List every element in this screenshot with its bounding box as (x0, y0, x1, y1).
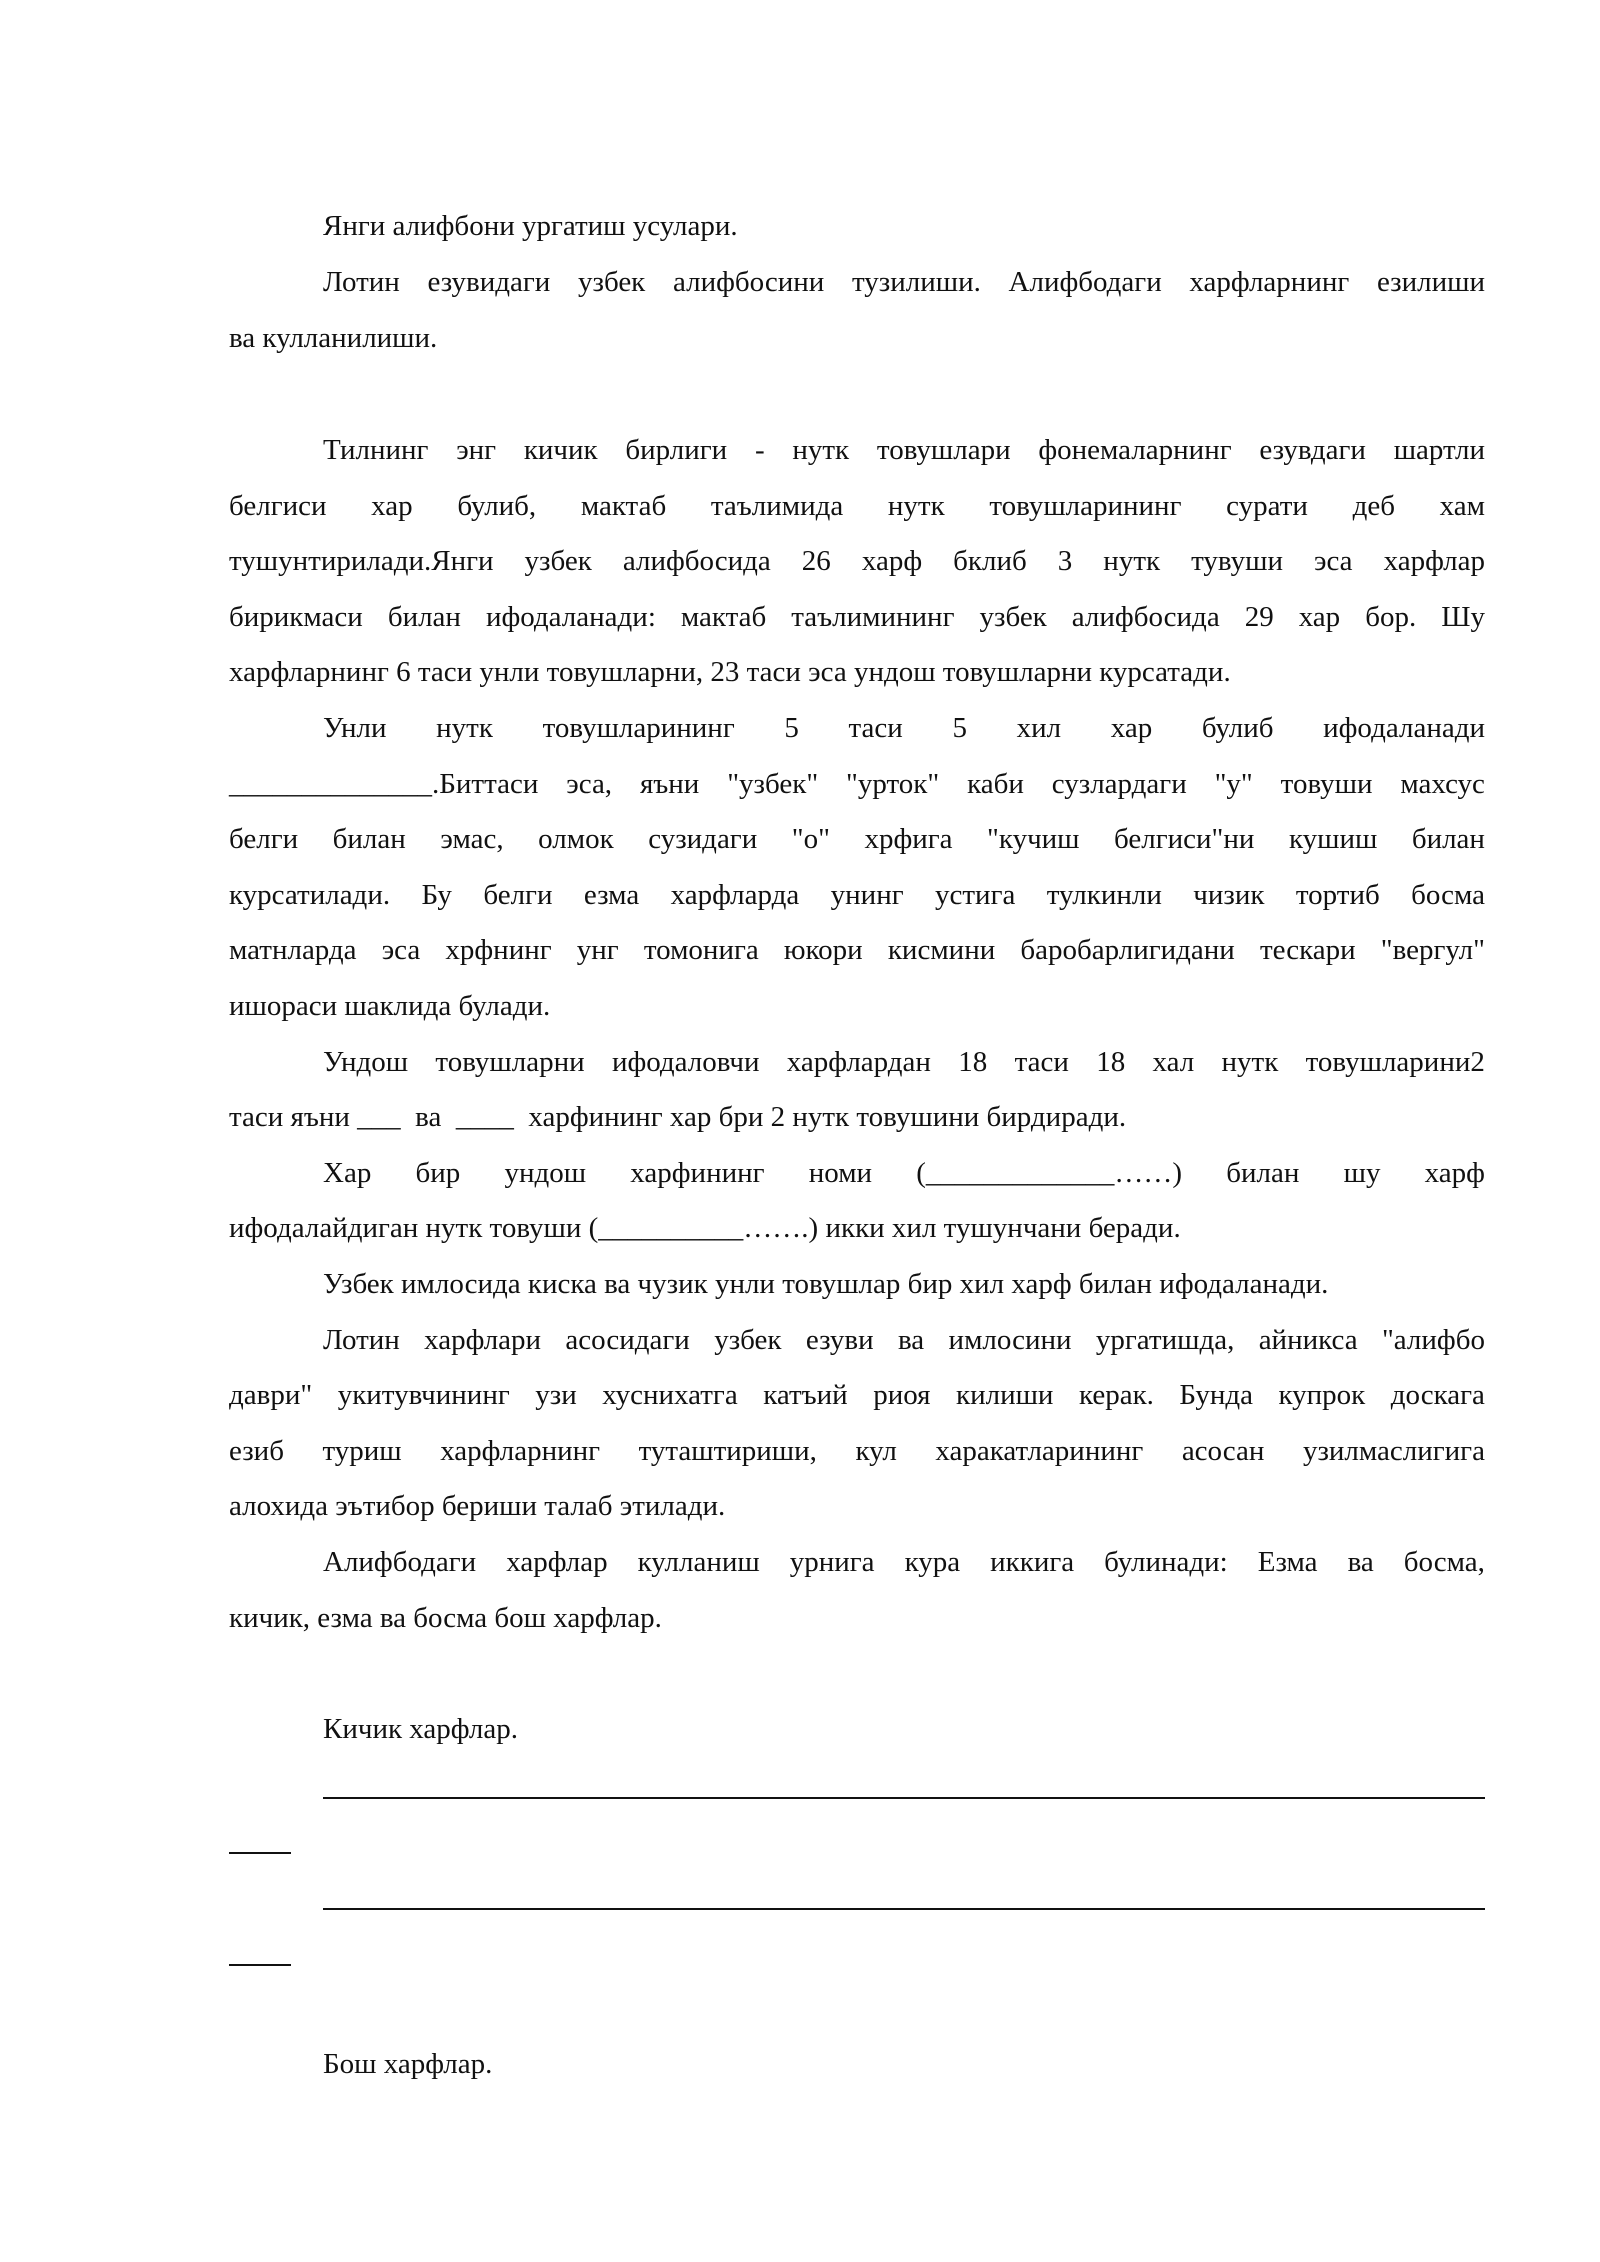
word: айникса (1258, 1324, 1358, 1356)
paragraph-8-line-3 (229, 1423, 1485, 1479)
word: хрфнинг (445, 934, 552, 966)
word: 26 (801, 545, 831, 577)
word: Алифбодаги (323, 1546, 477, 1578)
word: мактаб (580, 490, 667, 522)
word: сузлардаги (1051, 768, 1187, 800)
word: чизик (1193, 879, 1265, 911)
word: шартли (1393, 434, 1485, 466)
word: езувдаги (1259, 434, 1366, 466)
word: узбек (979, 601, 1047, 633)
doc-title-line: Янги алифбони ургатиш усулари. (323, 210, 738, 242)
paragraph-3-line-4 (229, 589, 1485, 645)
word: "кучиш (987, 823, 1080, 855)
writing-line (323, 1908, 1485, 1910)
word: туриш (322, 1435, 402, 1467)
word: яъни (639, 768, 700, 800)
word: шу (1343, 1157, 1381, 1189)
word: булиб, (457, 490, 537, 522)
writing-line-stub (229, 1964, 291, 1966)
word: урнига (789, 1546, 875, 1578)
word: Лотин (323, 1324, 400, 1356)
word: туташтириши, (638, 1435, 817, 1467)
paragraph-8-line-1 (323, 1312, 1485, 1368)
word: нутк (1221, 1046, 1279, 1078)
word: асосидаги (565, 1324, 690, 1356)
word: 3 (1057, 545, 1073, 577)
word: 18 (958, 1046, 988, 1078)
word: булиб (1201, 712, 1274, 744)
word: керак. (1078, 1379, 1154, 1411)
paragraph-3-line-5: харфларнинг 6 таси унли товушларни, 23 таси эса ундош товушларни курсатади. (229, 656, 1231, 688)
word: билан (332, 823, 406, 855)
word: харф (1424, 1157, 1485, 1189)
word: Бу (421, 879, 452, 911)
word: Хар (323, 1157, 372, 1189)
word: нутк (436, 712, 493, 744)
word: деб (1352, 490, 1395, 522)
word: иккига (990, 1546, 1075, 1578)
word: булинади: (1104, 1546, 1228, 1578)
word: "алифбо (1381, 1324, 1485, 1356)
word: харфлар (506, 1546, 608, 1578)
word: ______________.Биттаси (229, 768, 539, 800)
word: бклиб (953, 545, 1027, 577)
writing-line (323, 1797, 1485, 1799)
word: 18 (1096, 1046, 1126, 1078)
paragraph-4-line-1 (323, 700, 1485, 756)
word: харфининг (630, 1157, 765, 1189)
paragraph-6-line-2: ифодалайдиган нутк товуши (__________…….) икки хил тушунчани беради. (229, 1212, 1181, 1244)
word: Бунда (1179, 1379, 1253, 1411)
word: унг (576, 934, 619, 966)
word: таси (1014, 1046, 1069, 1078)
section-heading-small-letters: Кичик харфлар. (323, 1713, 518, 1745)
word: алифбосида (1071, 601, 1220, 633)
word: товушларининг (989, 490, 1182, 522)
paragraph-7-line-1: Узбек имлосида киска ва чузик унли товушлар бир хил харф билан ифодаланади. (323, 1268, 1329, 1300)
word: 5 (952, 712, 967, 744)
word: узилмаслигига (1302, 1435, 1485, 1467)
word: бирлиги (625, 434, 728, 466)
word: килиши (956, 1379, 1054, 1411)
word: белги (229, 823, 299, 855)
word: матнларда (229, 934, 357, 966)
word: алифбосида (622, 545, 771, 577)
word: "у" (1214, 768, 1253, 800)
paragraph-2-line-2: ва кулланилиши. (229, 322, 438, 354)
paragraph-8-line-4: алохида эътибор бериши талаб этилади. (229, 1490, 726, 1522)
word: кичик (523, 434, 598, 466)
word: 29 (1244, 601, 1274, 633)
word: асосан (1181, 1435, 1265, 1467)
word: харфлардан (786, 1046, 931, 1078)
word: хар (1298, 601, 1341, 633)
word: эса (381, 934, 421, 966)
word: товуши (1280, 768, 1373, 800)
word: хуснихатга (602, 1379, 738, 1411)
writing-line-stub (229, 1852, 291, 1854)
word: езиб (229, 1435, 284, 1467)
word: Ундош (323, 1046, 409, 1078)
word: Лотин (323, 266, 400, 298)
word: олмок (538, 823, 614, 855)
word: хал (1152, 1046, 1195, 1078)
word: босма, (1403, 1546, 1485, 1578)
word: тескари (1259, 934, 1356, 966)
word: белгиси (229, 490, 327, 522)
word: энг (456, 434, 497, 466)
word: тулкинли (1046, 879, 1162, 911)
word: ифодаловчи (611, 1046, 760, 1078)
word: курсатилади. (229, 879, 391, 911)
word: - (754, 434, 765, 466)
word: узбек (577, 266, 646, 298)
word: езилиши (1376, 266, 1485, 298)
word: нутк (887, 490, 945, 522)
word: алифбосини (672, 266, 825, 298)
word: товушларининг (542, 712, 735, 744)
word: Шу (1441, 601, 1485, 633)
word: юкори (783, 934, 863, 966)
paragraph-2-line-1 (323, 254, 1485, 310)
word: мактаб (680, 601, 767, 633)
word: баробарлигидани (1020, 934, 1235, 966)
word: белгиси"ни (1114, 823, 1255, 855)
word: имлосини (948, 1324, 1072, 1356)
paragraph-4-line-5 (229, 922, 1485, 978)
word: таси (848, 712, 903, 744)
word: кушиш (1288, 823, 1378, 855)
word: кисмини (887, 934, 996, 966)
word: харфлари (424, 1324, 542, 1356)
word: ургатишда, (1095, 1324, 1235, 1356)
word: бирикмаси (229, 601, 363, 633)
word: кул (855, 1435, 897, 1467)
word: ифодаланади: (485, 601, 656, 633)
word: доскага (1390, 1379, 1485, 1411)
word: таълимида (710, 490, 844, 522)
word: Алифбодаги (1008, 266, 1162, 298)
word: узбек (524, 545, 592, 577)
word: (_____________……) (916, 1157, 1183, 1189)
word: хар (371, 490, 413, 522)
paragraph-4-line-2 (229, 756, 1485, 812)
word: харфларда (670, 879, 800, 911)
word: даври" (229, 1379, 313, 1411)
word: ва (898, 1324, 925, 1356)
word: товушларини2 (1305, 1046, 1485, 1078)
word: Тилнинг (323, 434, 429, 466)
word: "вергул" (1380, 934, 1485, 966)
word: унинг (830, 879, 904, 911)
word: хил (1016, 712, 1062, 744)
paragraph-3-line-2 (229, 478, 1485, 534)
word: тушунтирилади.Янги (229, 545, 494, 577)
word: харф (861, 545, 923, 577)
word: нутк (792, 434, 850, 466)
word: узи (535, 1379, 577, 1411)
paragraph-8-line-2 (229, 1367, 1485, 1423)
word: езма (583, 879, 640, 911)
word: сурати (1226, 490, 1308, 522)
word: номи (808, 1157, 873, 1189)
word: ифодаланади (1323, 712, 1485, 744)
word: эса, (566, 768, 613, 800)
word: тузилиши. (851, 266, 981, 298)
word: билан (387, 601, 461, 633)
word: харфларнинг (440, 1435, 601, 1467)
word: бор. (1365, 601, 1417, 633)
word: белги (483, 879, 553, 911)
paragraph-9-line-2: кичик, езма ва босма бош харфлар. (229, 1602, 662, 1634)
word: бир (415, 1157, 461, 1189)
paragraph-9-line-1 (323, 1534, 1485, 1590)
paragraph-3-line-1 (323, 422, 1485, 478)
word: хар (1110, 712, 1153, 744)
word: харакатларининг (935, 1435, 1144, 1467)
word: риоя (873, 1379, 931, 1411)
word: 5 (784, 712, 799, 744)
paragraph-4-line-3 (229, 811, 1485, 867)
word: эмас, (440, 823, 504, 855)
word: хрфига (864, 823, 953, 855)
word: ва (1347, 1546, 1374, 1578)
word: Езма (1257, 1546, 1318, 1578)
word: "урток" (846, 768, 940, 800)
word: кулланиш (637, 1546, 760, 1578)
word: товушлари (876, 434, 1011, 466)
paragraph-4-line-6: ишораси шаклида булади. (229, 990, 551, 1022)
word: езувидаги (427, 266, 551, 298)
word: купрок (1278, 1379, 1366, 1411)
word: билан (1226, 1157, 1300, 1189)
word: устига (935, 879, 1016, 911)
word: товушларни (435, 1046, 585, 1078)
paragraph-4-line-4 (229, 867, 1485, 923)
paragraph-5-line-1 (323, 1034, 1485, 1090)
paragraph-3-line-3 (229, 533, 1485, 589)
word: "о" (791, 823, 830, 855)
word: кура (904, 1546, 961, 1578)
word: таълимининг (791, 601, 955, 633)
word: сузидаги (648, 823, 758, 855)
word: харфлар (1383, 545, 1485, 577)
word: махсус (1400, 768, 1485, 800)
section-heading-capital-letters: Бош харфлар. (323, 2048, 493, 2080)
word: тувуши (1191, 545, 1283, 577)
word: томонига (643, 934, 759, 966)
word: билан (1411, 823, 1485, 855)
word: харфларнинг (1189, 266, 1350, 298)
word: укитувчининг (337, 1379, 510, 1411)
word: фонемаларнинг (1038, 434, 1232, 466)
paragraph-6-line-1 (323, 1145, 1485, 1201)
paragraph-5-line-2: таси яъни ___ ва ____ харфининг хар бри 2 нутк товушини бирдиради. (229, 1101, 1127, 1133)
word: Унли (323, 712, 387, 744)
word: тортиб (1295, 879, 1380, 911)
word: эса (1314, 545, 1353, 577)
word: нутк (1103, 545, 1161, 577)
word: босма (1411, 879, 1485, 911)
word: катъий (763, 1379, 848, 1411)
word: "узбек" (727, 768, 819, 800)
word: каби (967, 768, 1024, 800)
word: узбек (714, 1324, 782, 1356)
word: хам (1439, 490, 1485, 522)
word: ундош (504, 1157, 587, 1189)
word: езуви (805, 1324, 874, 1356)
